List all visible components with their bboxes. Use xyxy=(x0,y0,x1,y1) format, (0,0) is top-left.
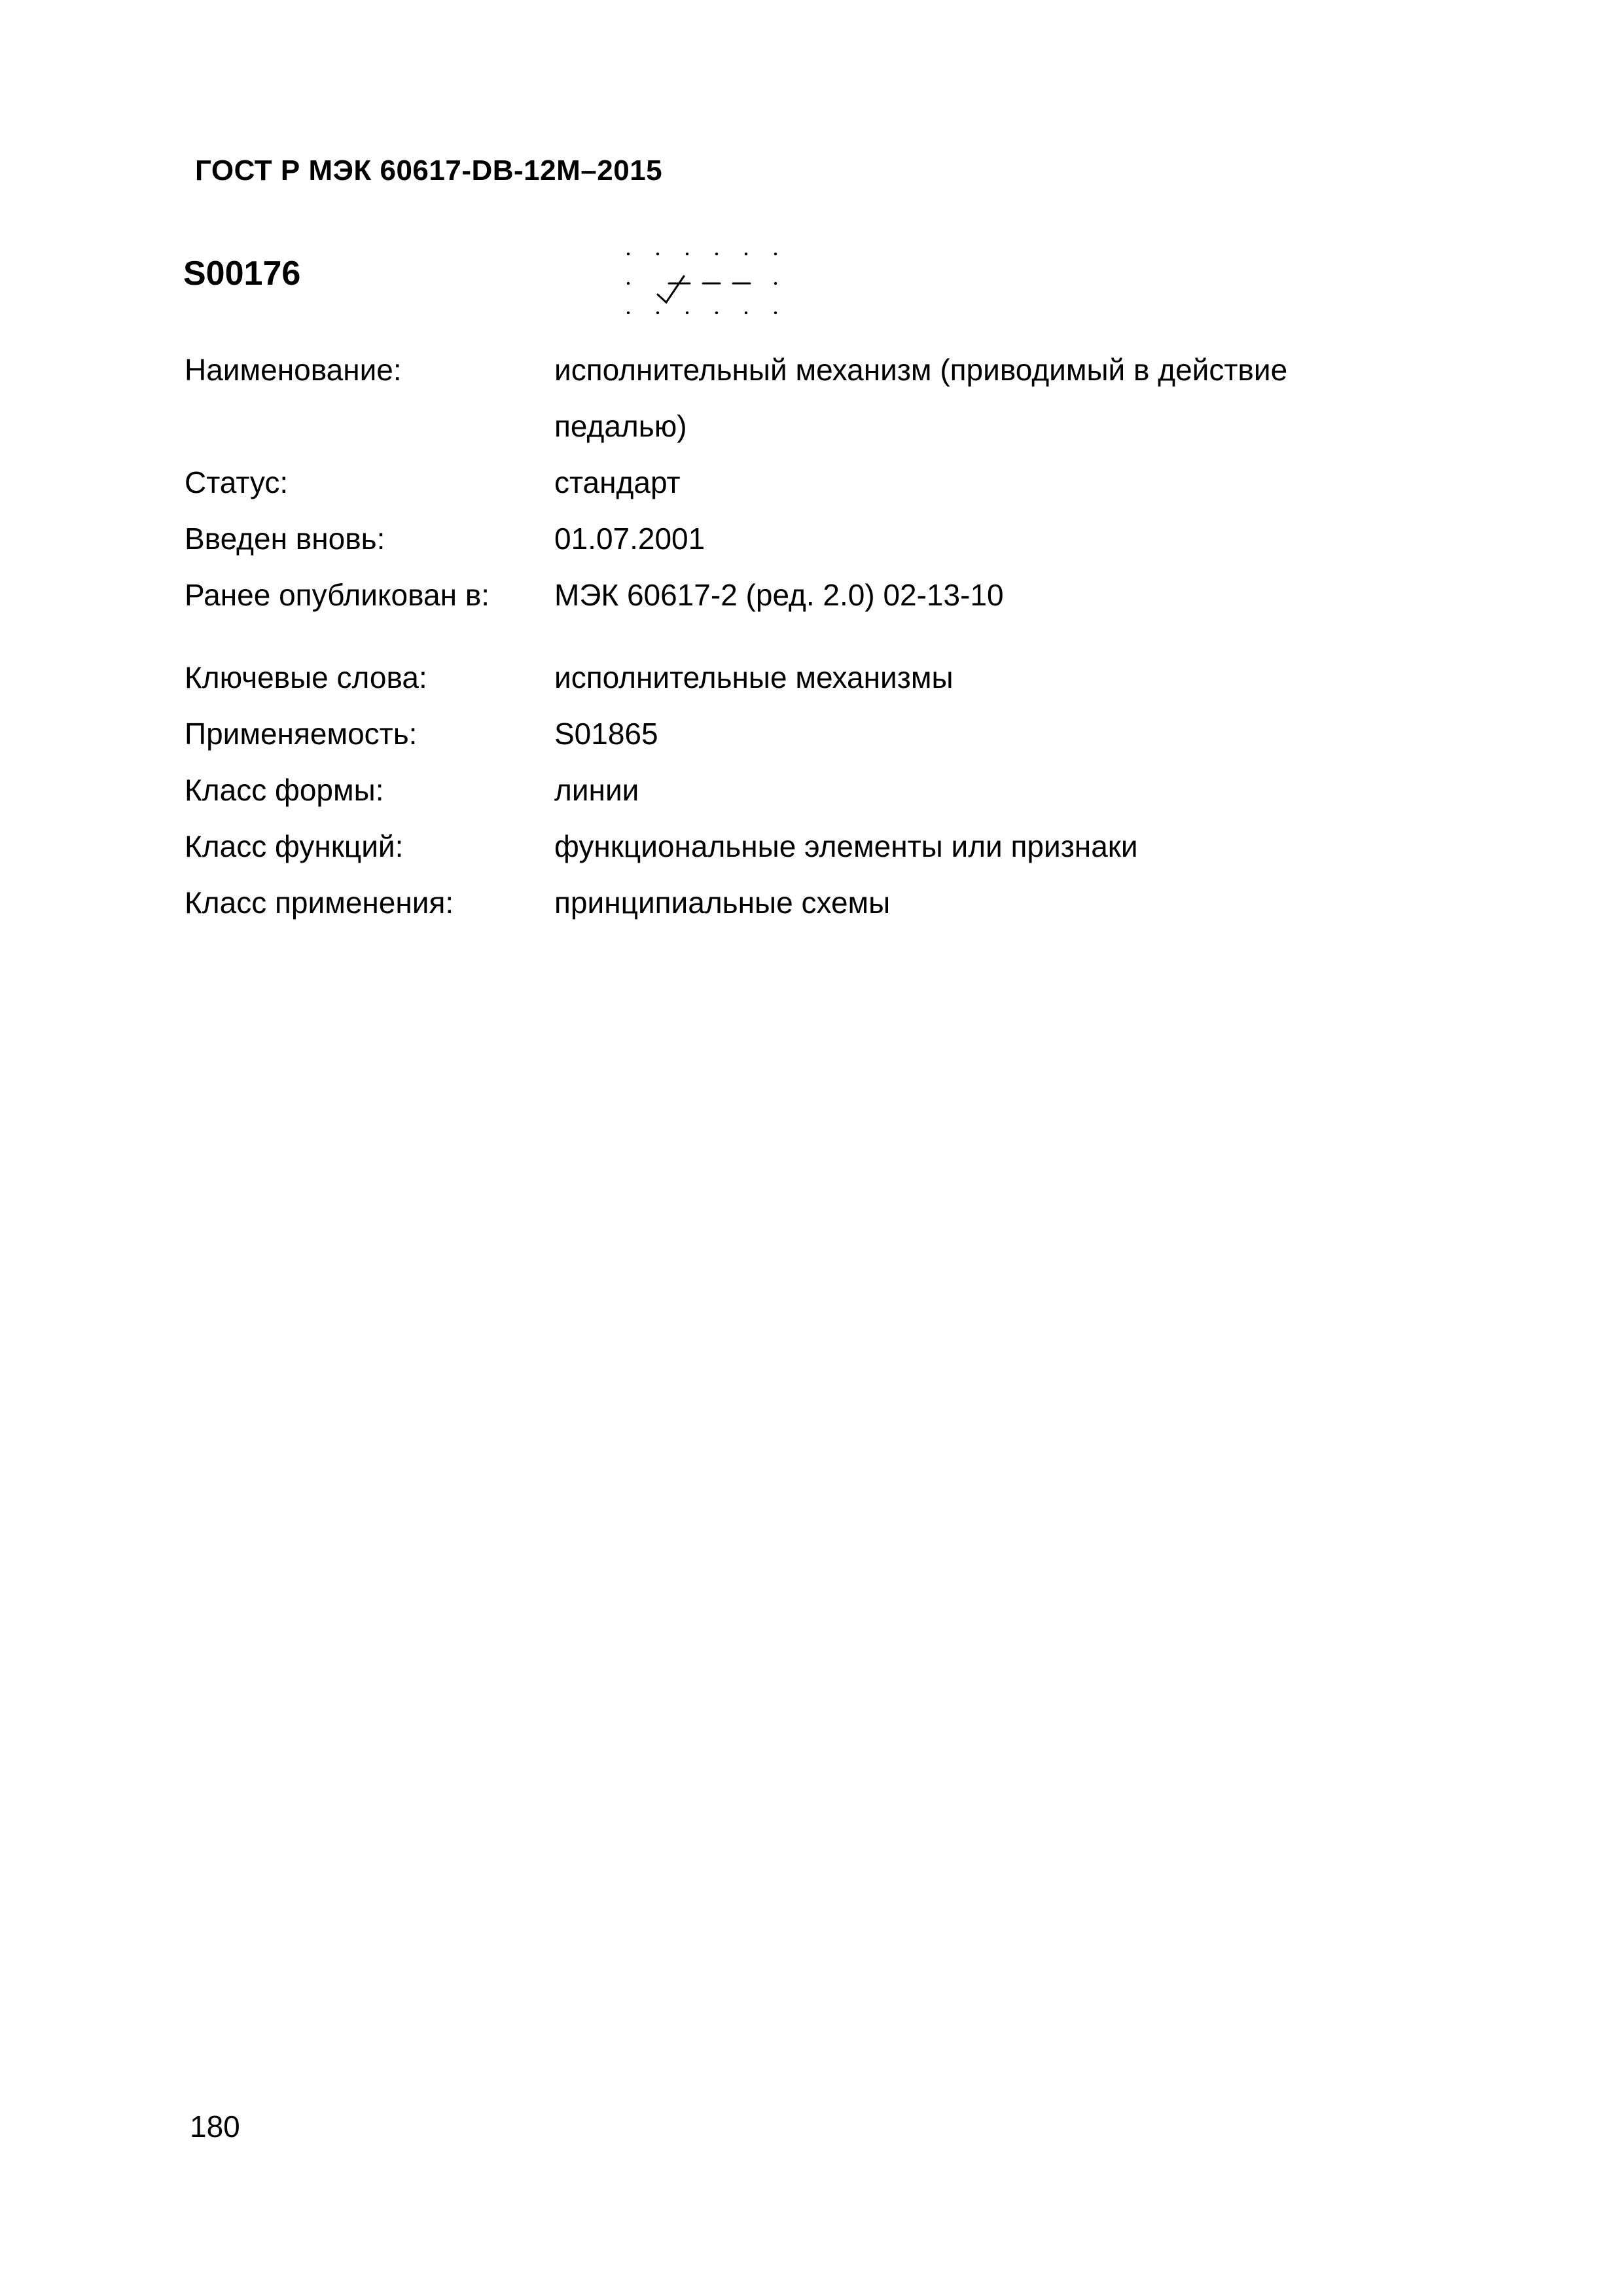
document-header: ГОСТ Р МЭК 60617-DB-12M–2015 xyxy=(195,154,663,187)
property-row-applicability xyxy=(185,706,1405,762)
symbol-id: S00176 xyxy=(183,255,301,293)
page-number: 180 xyxy=(190,2109,240,2144)
property-row-application-class xyxy=(185,874,1405,931)
property-label: Применяемость: xyxy=(185,717,418,751)
property-value: исполнительный механизм (приводимый в действие педалью) xyxy=(554,353,1288,443)
property-value: исполнительные механизмы xyxy=(554,660,954,694)
property-label: Ранее опубликован в: xyxy=(185,578,490,612)
property-value: МЭК 60617-2 (ред. 2.0) 02-13-10 xyxy=(554,578,1004,612)
property-row-function-class xyxy=(185,818,1405,874)
property-row-keywords xyxy=(185,649,1405,706)
pedal-actuator-symbol-icon xyxy=(622,247,792,319)
property-row-published-in xyxy=(185,567,1405,623)
property-value: S01865 xyxy=(554,717,658,751)
property-label: Класс формы: xyxy=(185,773,384,807)
property-label: Класс функций: xyxy=(185,829,404,863)
property-value: принципиальные схемы xyxy=(554,886,891,920)
symbol-properties xyxy=(185,342,1405,931)
property-label: Статус: xyxy=(185,465,289,499)
property-row-introduced xyxy=(185,511,1405,567)
property-row-name xyxy=(185,342,1405,454)
property-value: линии xyxy=(554,773,639,807)
property-row-status xyxy=(185,454,1405,511)
property-label: Наименование: xyxy=(185,353,402,387)
property-label: Введен вновь: xyxy=(185,522,385,556)
property-value: стандарт xyxy=(554,465,681,499)
property-label: Класс применения: xyxy=(185,886,454,920)
property-row-shape-class xyxy=(185,762,1405,818)
property-value: 01.07.2001 xyxy=(554,522,705,556)
property-value: функциональные элементы или признаки xyxy=(554,829,1138,863)
property-label: Ключевые слова: xyxy=(185,660,427,694)
